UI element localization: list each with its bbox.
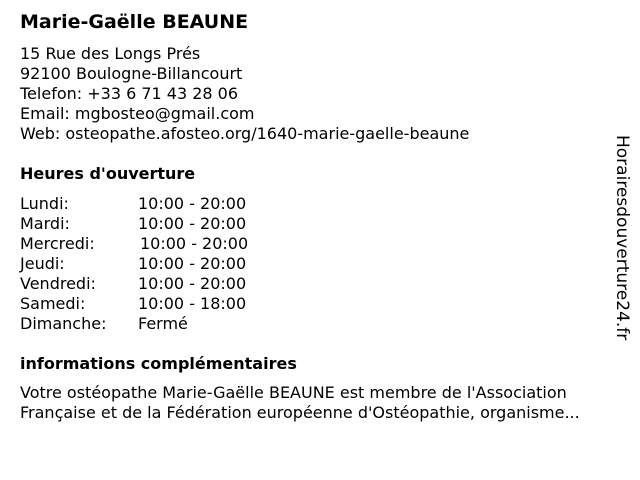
additional-info-heading: informations complémentaires: [20, 354, 297, 373]
practitioner-name: Marie-Gaëlle BEAUNE: [20, 11, 249, 33]
time-range: 10:00 - 20:00: [138, 214, 247, 233]
description-line: Votre ostéopathe Marie-Gaëlle BEAUNE est membre de l'Association: [20, 383, 567, 402]
time-range: 10:00 - 20:00: [138, 254, 247, 273]
description-text: [20, 383, 580, 423]
phone-number: Telefon: +33 6 71 43 28 06: [20, 84, 239, 103]
day-label: Mardi:: [20, 214, 70, 233]
time-range: 10:00 - 18:00: [138, 294, 247, 313]
opening-hours-heading: Heures d'ouverture: [20, 164, 196, 183]
time-range: 10:00 - 20:00: [140, 234, 249, 253]
time-range: 10:00 - 20:00: [138, 274, 247, 293]
city-address: 92100 Boulogne-Billancourt: [20, 64, 243, 83]
description-line: Française et de la Fédération européenne d'Ostéopathie, organisme...: [20, 403, 580, 422]
site-watermark: Horairesdouverture24.fr: [612, 135, 632, 341]
contact-block: [20, 44, 469, 144]
day-label: Lundi:: [20, 194, 69, 213]
day-label: Jeudi:: [20, 254, 65, 273]
day-label: Mercredi:: [20, 234, 95, 253]
website-url: Web: osteopathe.afosteo.org/1640-marie-gaelle-beaune: [20, 124, 470, 143]
day-label: Dimanche:: [20, 314, 107, 333]
day-label: Vendredi:: [20, 274, 96, 293]
day-label: Samedi:: [20, 294, 86, 313]
time-range: 10:00 - 20:00: [138, 194, 247, 213]
street-address: 15 Rue des Longs Prés: [20, 44, 201, 63]
email-address: Email: mgbosteo@gmail.com: [20, 104, 255, 123]
time-range: Fermé: [138, 314, 188, 333]
